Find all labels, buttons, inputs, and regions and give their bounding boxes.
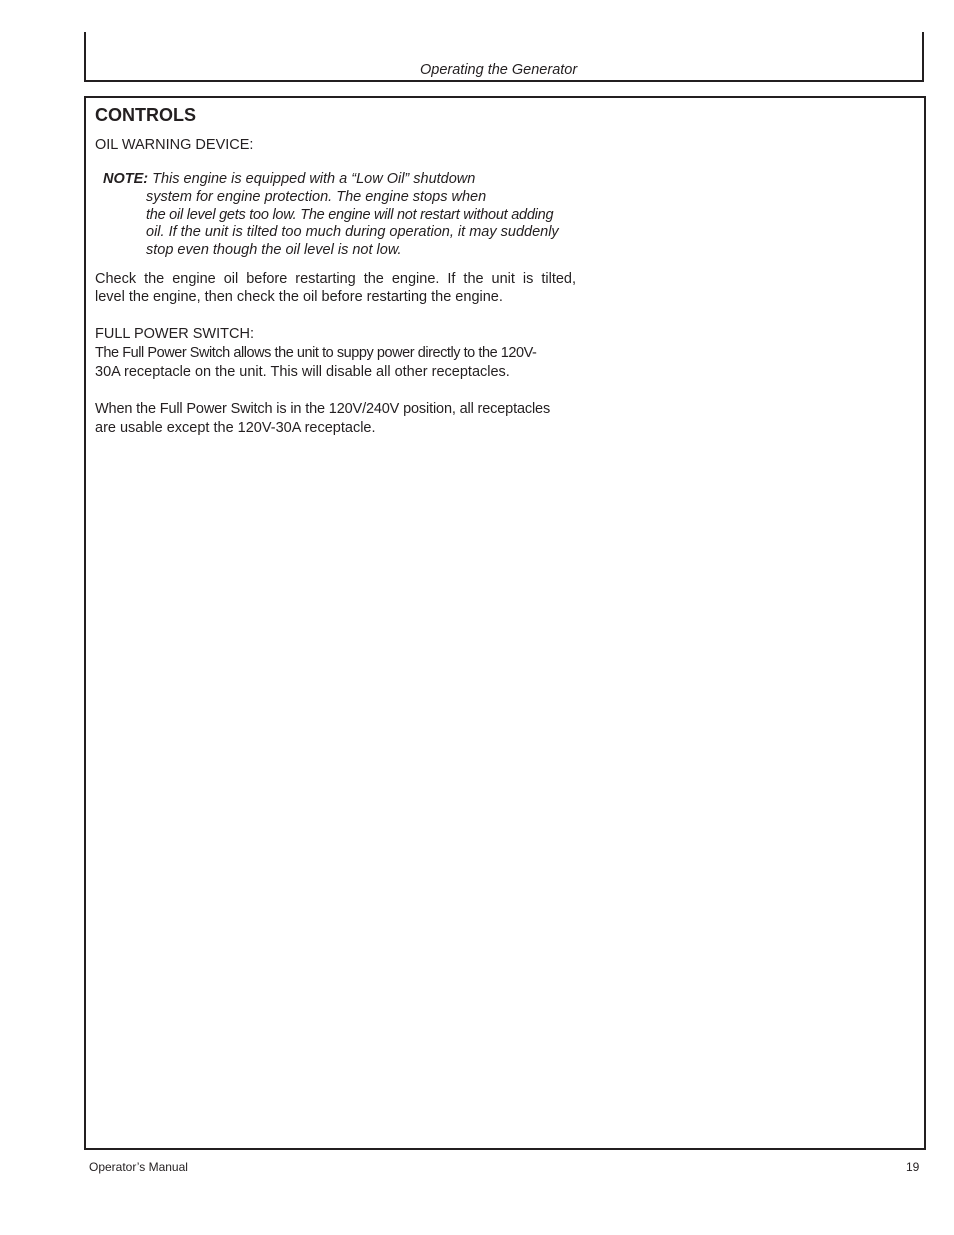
section-title: CONTROLS xyxy=(95,105,196,125)
oil-body-line-2: level the engine, then check the oil before restarting the engine. xyxy=(95,289,503,305)
note-line-5: stop even though the oil level is not low. xyxy=(146,242,402,258)
running-header-title: Operating the Generator xyxy=(420,62,578,78)
note-line-1 xyxy=(103,171,475,187)
note-label: NOTE: xyxy=(103,171,149,187)
note-text-1: This engine is equipped with a “Low Oil” shutdown xyxy=(152,171,476,187)
fps-para2-line-1: When the Full Power Switch is in the 120V/240V position, all receptacles xyxy=(95,401,551,417)
footer-page-number: 19 xyxy=(906,1160,920,1174)
fps-para1-line-1: The Full Power Switch allows the unit to suppy power directly to the 120V- xyxy=(95,345,537,361)
oil-body-line-1: Check the engine oil before restarting the engine. If the unit is tilted, xyxy=(95,271,576,287)
fps-para2-line-2: are usable except the 120V-30A receptacle. xyxy=(95,420,376,436)
oil-warning-heading: OIL WARNING DEVICE: xyxy=(95,137,254,153)
footer-manual-name: Operator’s Manual xyxy=(89,1160,188,1174)
note-line-3: the oil level gets too low. The engine will not restart without adding xyxy=(146,207,554,223)
full-power-switch-heading: FULL POWER SWITCH: xyxy=(95,326,254,342)
note-line-2: system for engine protection. The engine stops when xyxy=(146,189,487,205)
note-line-4: oil. If the unit is tilted too much during operation, it may suddenly xyxy=(146,224,559,240)
fps-para1-line-2: 30A receptacle on the unit. This will disable all other receptacles. xyxy=(95,364,510,380)
